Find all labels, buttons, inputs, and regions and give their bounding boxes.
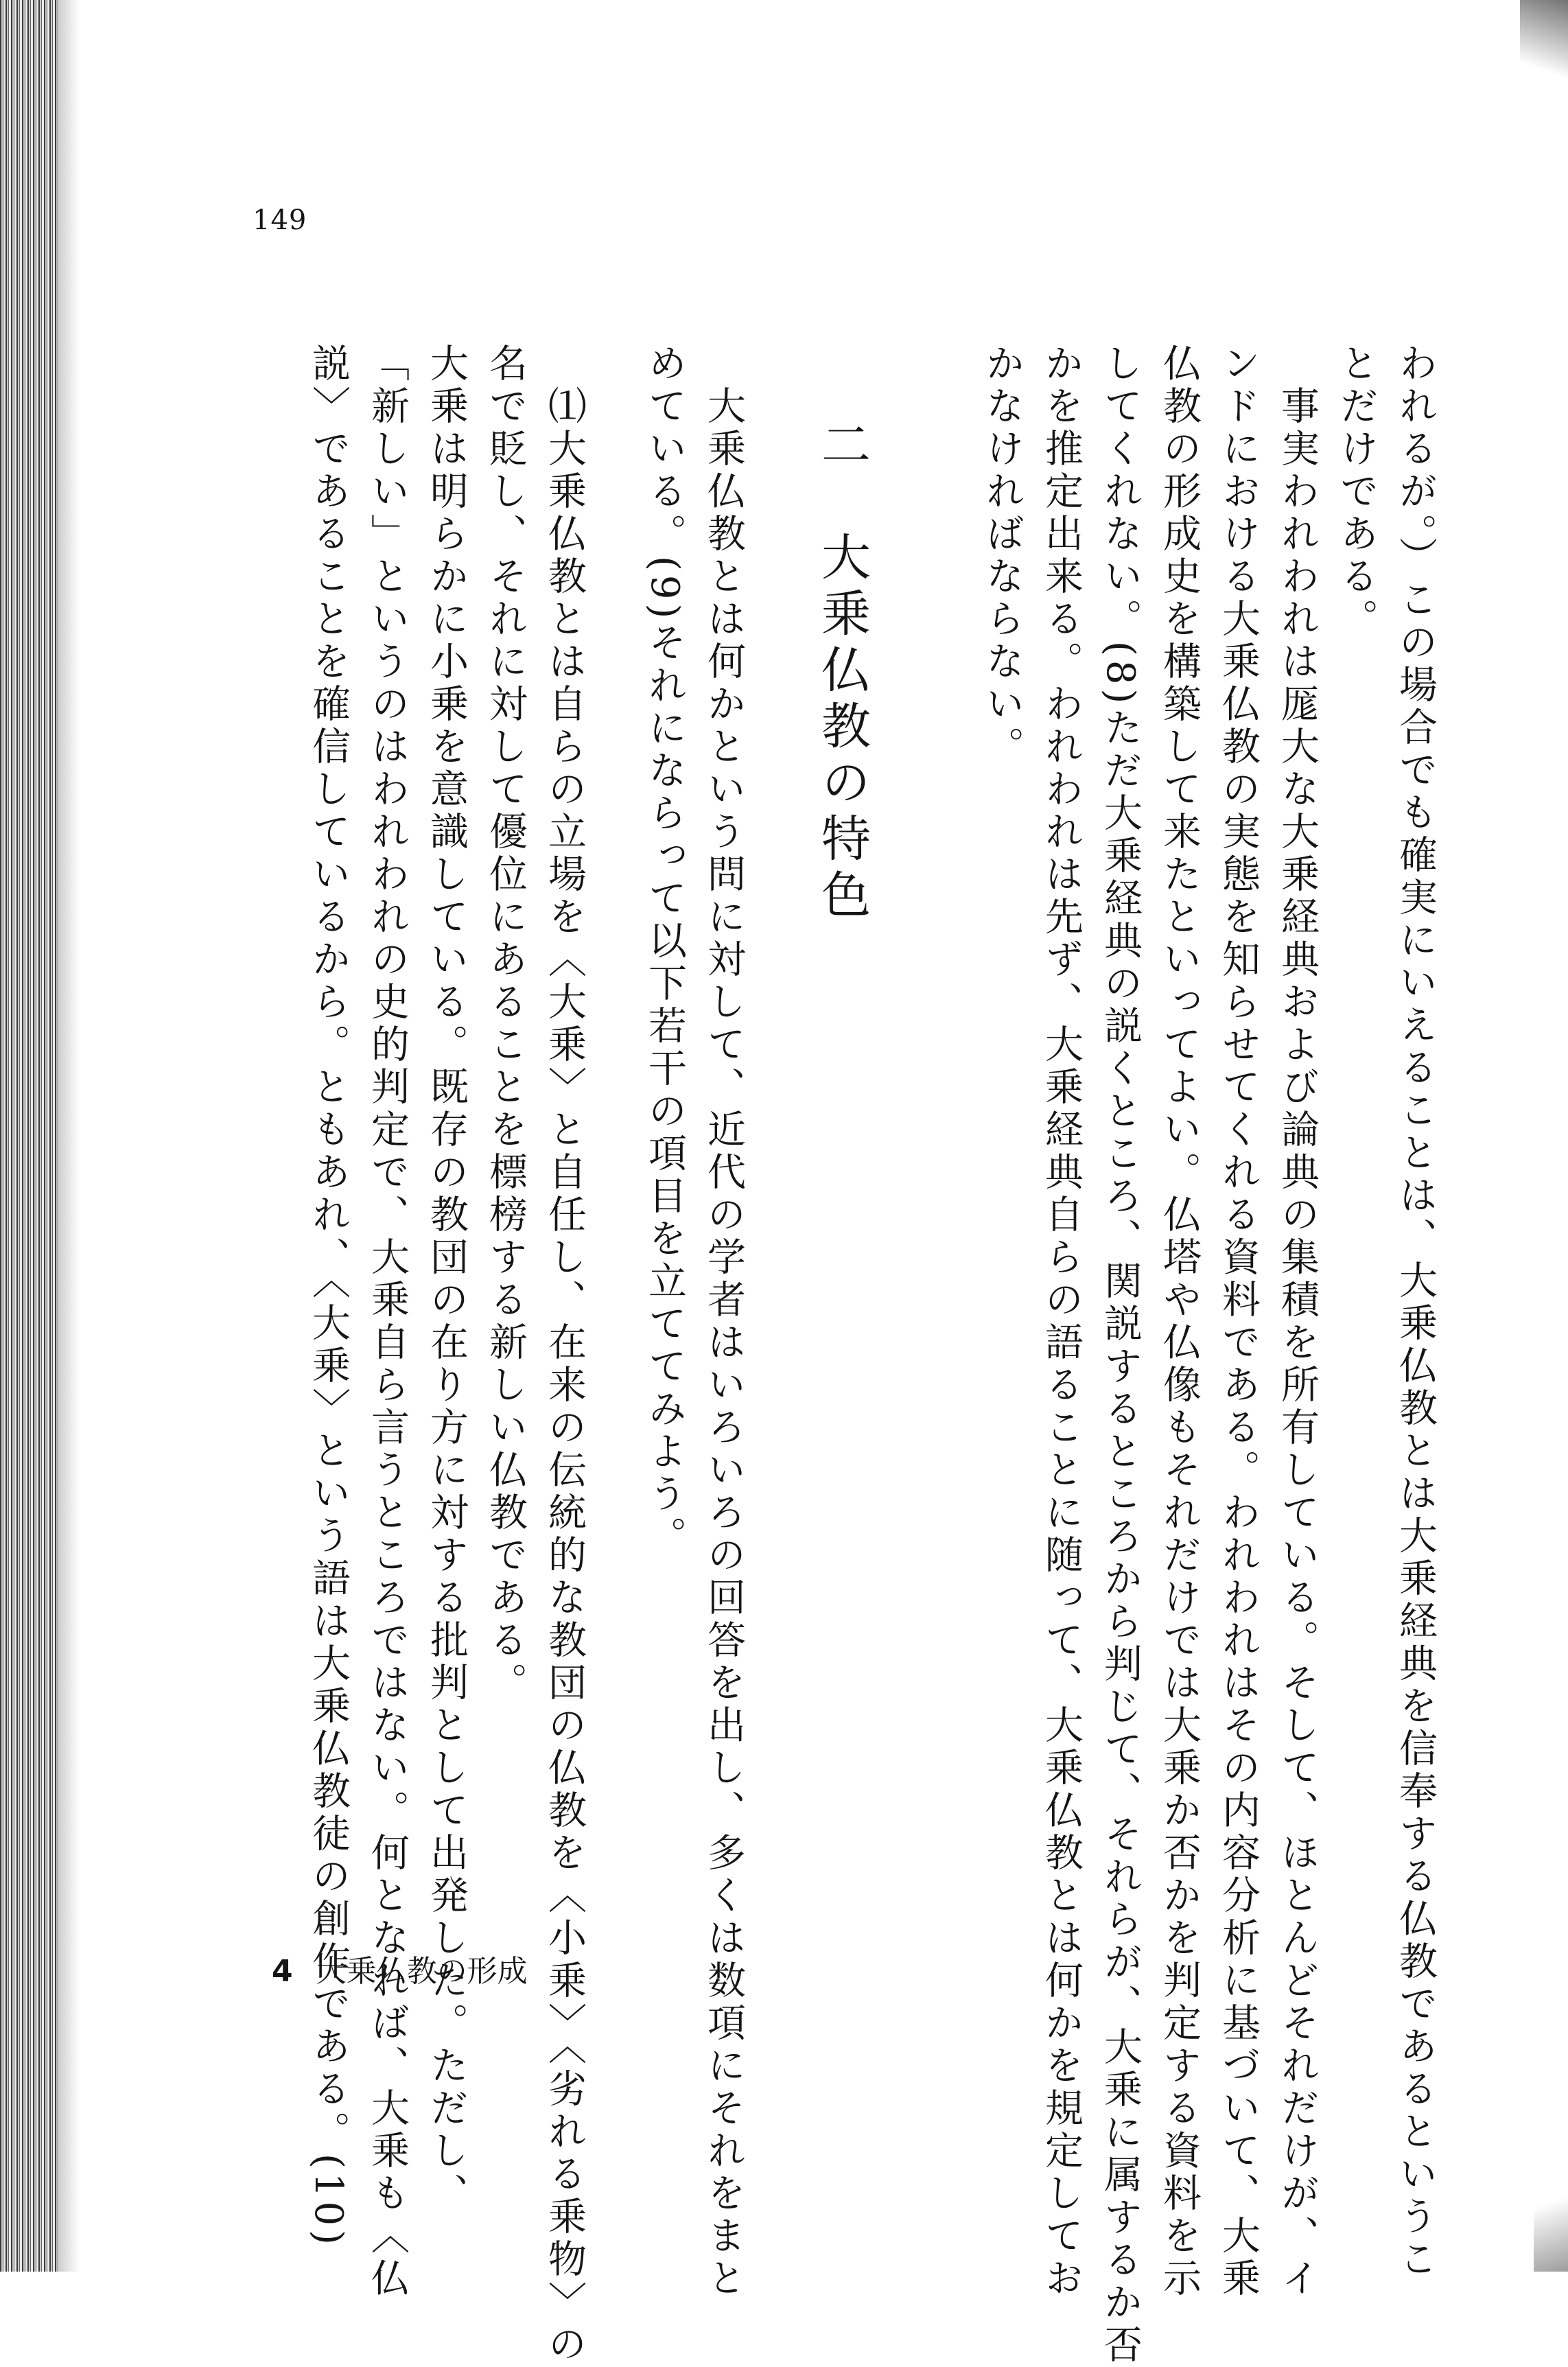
chapter-title: 大乗仏教の形成 [316, 1954, 528, 1989]
section-heading: 二 大乗仏教の特色 [813, 419, 871, 925]
paragraph-spacer [594, 343, 635, 1860]
page-number: 149 [253, 205, 307, 236]
text-line: 名で貶し、それに対して優位にあることを標榜する新しい仏教である。 [483, 343, 528, 1705]
text-line: 「新しい」というのはわれわれの史的判定で、大乗自ら言うところではない。何となれば、大乗も〈仏 [365, 343, 410, 2300]
text-line: ンドにおける大乗仏教の実態を知らせてくれる資料である。われわれはその内容分析に基づいて、大乗 [1216, 343, 1261, 2300]
scan-smudge-top-right [1520, 0, 1568, 96]
text-line: かを推定出来る。われわれは先ず、大乗経典自らの語ることに随って、大乗仏教とは何かを規定してお [1039, 343, 1084, 2300]
running-footer [272, 1946, 528, 1990]
section-spacer [753, 343, 794, 1860]
text-line: ⑴大乗仏教とは自らの立場を〈大乗〉と自任し、在来の伝統的な教団の仏教を〈小乗〉〈劣れる乗物〉の [542, 343, 587, 2366]
section-spacer [890, 343, 972, 1860]
text-line: してくれない。(8)ただ大乗経典の説くところ、関説するところから判じて、それらが、大乗に属するか否 [1098, 343, 1143, 2367]
scan-gutter [0, 0, 59, 2272]
text-line: 事実われわれは厖大な大乗経典および論典の集積を所有している。そして、ほとんどそれだけが、イ [1275, 343, 1320, 2300]
text-line: 仏教の形成史を構築して来たといってよい。仏塔や仏像もそれだけでは大乗か否かを判定する資料を示 [1157, 343, 1202, 2300]
text-line: かなければならない。 [980, 343, 1025, 769]
text-line: めている。(9)それにならって以下若干の項目を立ててみよう。 [642, 343, 687, 1559]
scan-gutter-shadow [59, 0, 80, 2272]
text-line: 大乗仏教とは何かという問に対して、近代の学者はいろいろの回答を出し、多くは数項にそれをまと [701, 343, 746, 2300]
text-line: 大乗は明らかに小乗を意識している。既存の教団の在り方に対する批判として出発した。ただし、 [424, 343, 469, 2215]
text-line: とだけである。 [1334, 343, 1379, 641]
scan-smudge-bottom-right [1534, 2176, 1568, 2272]
body-text [189, 343, 1444, 2367]
text-line: 説〉であることを確信しているから。ともあれ、〈大乗〉という語は大乗仏教徒の創作である。(10) [306, 343, 351, 2249]
text-line: われるが。）この場合でも確実にいえることは、大乗仏教とは大乗経典を信奉する仏教であるというこ [1393, 343, 1438, 2281]
chapter-number: 4 [272, 1954, 293, 1989]
